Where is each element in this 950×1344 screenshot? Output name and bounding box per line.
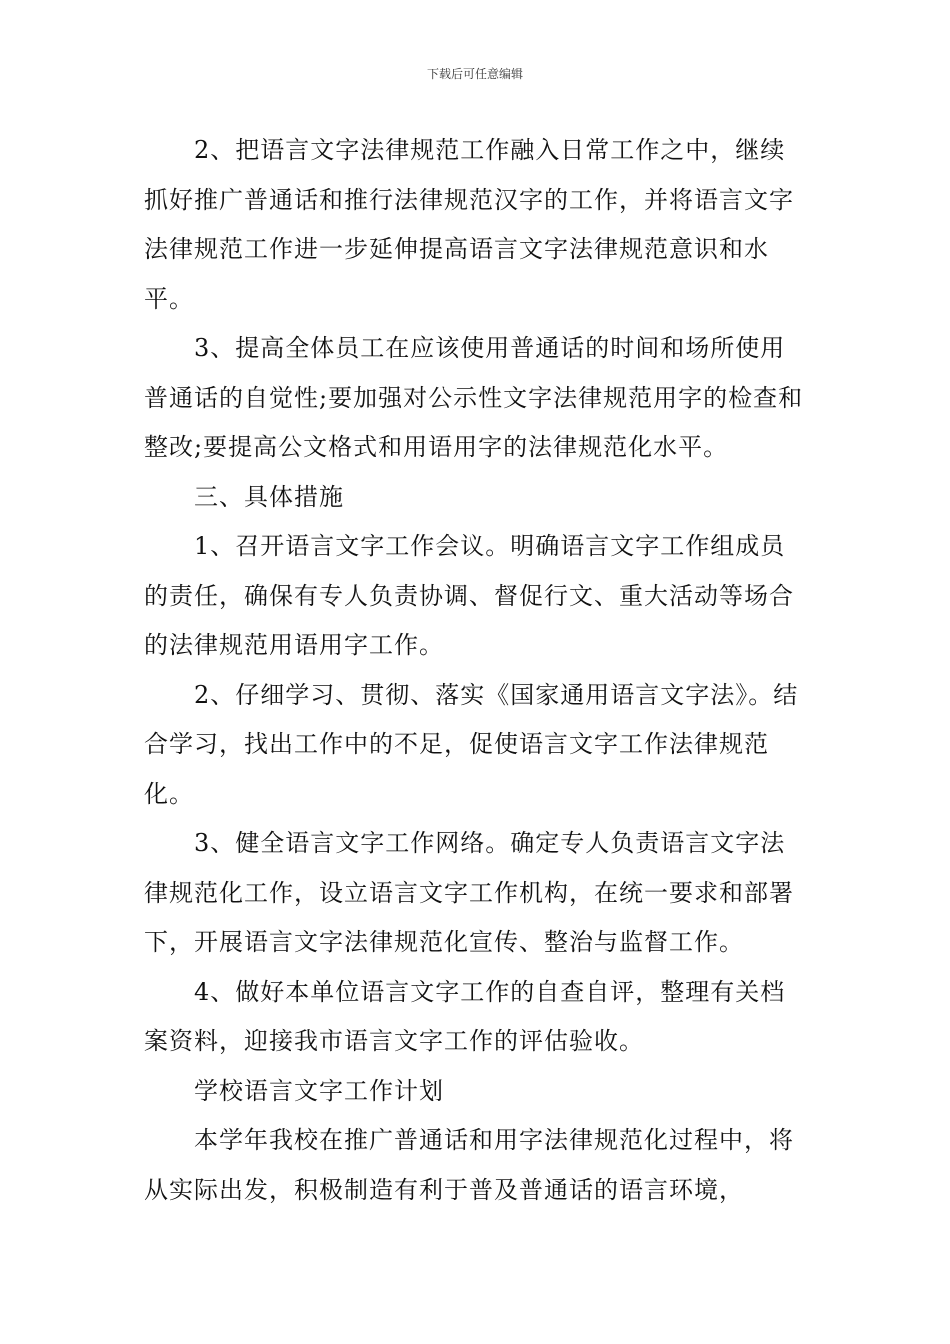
paragraph-item-2: 2、把语言文字法律规范工作融入日常工作之中，继续抓好推广普通话和推行法律规范汉字的工作，并将语言文字法律规范工作进一步延伸提高语言文字法律规范意识和水平。 — [144, 136, 794, 313]
section-heading-measures: 三、具体措施 — [194, 482, 344, 511]
paragraph-measure-1: 1、召开语言文字工作会议。明确语言文字工作组成员的责任，确保有专人负责协调、督促行文、重大活动等场合的法律规范用语用字工作。 — [144, 532, 794, 659]
page-header: 下载后可任意编辑 — [426, 67, 523, 81]
paragraph-measure-4: 4、做好本单位语言文字工作的自查自评，整理有关档案资料，迎接我市语言文字工作的评估验收。 — [144, 977, 786, 1055]
paragraph-school-plan-intro: 本学年我校在推广普通话和用字法律规范化过程中，将从实际出发，积极制造有利于普及普通话的语言环境， — [144, 1126, 794, 1204]
paragraph-measure-3: 3、健全语言文字工作网络。确定专人负责语言文字法律规范化工作，设立语言文字工作机构，在统一要求和部署下，开展语言文字法律规范化宣传、整治与监督工作。 — [144, 829, 794, 956]
document-body — [144, 126, 808, 1215]
paragraph-measure-2: 2、仔细学习、贯彻、落实《国家通用语言文字法》。结合学习，找出工作中的不足，促使语言文字工作法律规范化。 — [144, 680, 799, 808]
paragraph-item-3: 3、提高全体员工在应该使用普通话的时间和场所使用普通话的自觉性;要加强对公示性文字法律规范用字的检查和整改;要提高公文格式和用语用字的法律规范化水平。 — [144, 334, 804, 461]
section-title-school-plan: 学校语言文字工作计划 — [194, 1076, 444, 1105]
